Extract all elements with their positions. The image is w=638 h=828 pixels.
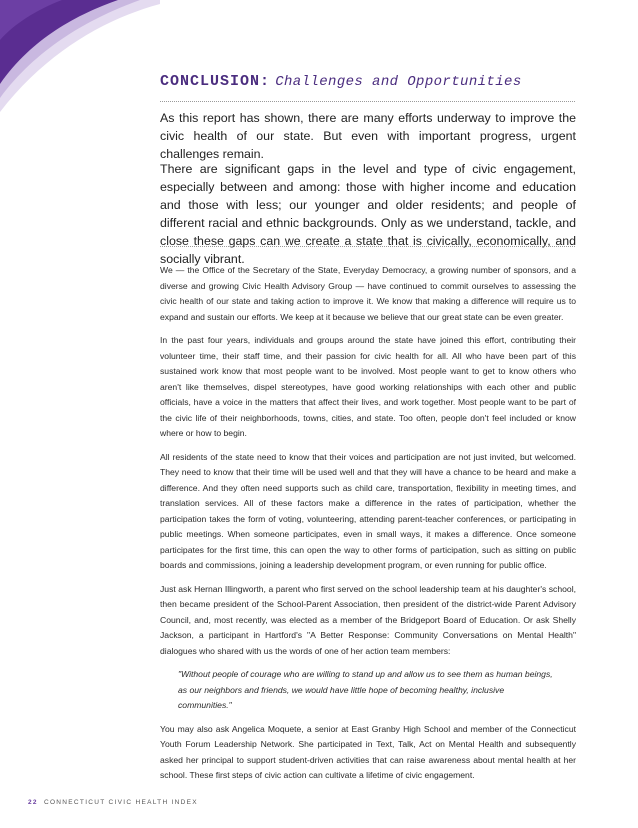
section-heading	[160, 72, 580, 90]
body-paragraph: In the past four years, individuals and groups around the state have joined this effort, contributing their volunteer time, their staff time, and their passion for civic health for all. All who have been part of this sustained work know that most people want to be involved. Most people want to get to know others who aren't like themselves, dispel stereotypes, have good working relationships with each other and public officials, have a voice in the matters that affect their lives, and work together. Most people want to be part of the civic life of their neighborhoods, towns, cities, and state. Too often, people don't feel included or know where or how to begin.	[160, 335, 576, 438]
publication-title: CONNECTICUT CIVIC HEALTH INDEX	[43, 799, 198, 806]
intro-divider	[160, 246, 575, 247]
body-paragraph: All residents of the state need to know that their voices and participation are not just invited, but welcomed. They need to know that their time will be used well and that they will have a chance to be heard and make a difference. And they often need supports such as child care, transportation, flexibility in meeting times, and translation services. All of these factors make a difference in the rates of participation, whether the participation takes the form of voting, volunteering, attending parent-teacher conferences, or participating in public meetings. When someone participates, even in small ways, it makes a difference. Once someone participates for the first time, this can open the way to other forms of participation, such as sitting on public boards and commissions, joining a leadership development program, or even running for public office.	[160, 451, 576, 570]
top-divider	[160, 101, 575, 102]
body-text	[160, 263, 576, 792]
intro-paragraph-2: There are significant gaps in the level and type of civic engagement, especially between and among: those with higher income and education and those with less; our younger and older residents; and people of different racial and ethnic backgrounds. Only as we understand, tackle, and close these gaps can we create a state that is civically, economically, and socially vibrant.	[160, 162, 576, 266]
body-paragraph: We — the Office of the Secretary of the State, Everyday Democracy, a growing number of sponsors, and a diverse and growing Civic Health Advisory Group — have continued to commit ourselves to assessing the civic health of our state and taking action to improve it. We know that making a difference will require us to expand and sustain our efforts. We keep at it because we believe that our great state can be even greater.	[160, 265, 576, 322]
page-footer	[28, 799, 198, 806]
heading-bold: CONCLUSION:	[160, 73, 271, 90]
heading-subtitle: Challenges and Opportunities	[275, 74, 522, 90]
block-quote: "Without people of courage who are willing to stand up and allow us to see them as human beings, as our neighbors and friends, we would have little hope of becoming healthy, inclusive communities."	[178, 669, 553, 710]
page-number: 22	[28, 799, 38, 806]
intro-paragraph-1: As this report has shown, there are many efforts underway to improve the civic health of our state. But even with important progress, urgent challenges remain.	[160, 111, 576, 161]
body-paragraph: You may also ask Angelica Moquete, a senior at East Granby High School and member of the Connecticut Youth Forum Leadership Network. She participated in Text, Talk, Act on Mental Health and subsequently asked her principal to support student-driven activities that can raise awareness about mental health at her school. These first steps of civic action can cultivate a lifetime of civic engagement.	[160, 723, 576, 780]
corner-swoosh-graphic	[0, 0, 160, 112]
body-paragraph: Just ask Hernan Illingworth, a parent who first served on the school leadership team at his daughter's school, then became president of the School-Parent Association, then president of the district-wide Parent Advisory Council, and, most recently, was elected as a member of the Bridgeport Board of Education. Or ask Shelly Jackson, a participant in Hartford's "A Better Response: Community Conversations on Mental Health" dialogues who shared with us the words of one of her action team members:	[160, 583, 576, 656]
